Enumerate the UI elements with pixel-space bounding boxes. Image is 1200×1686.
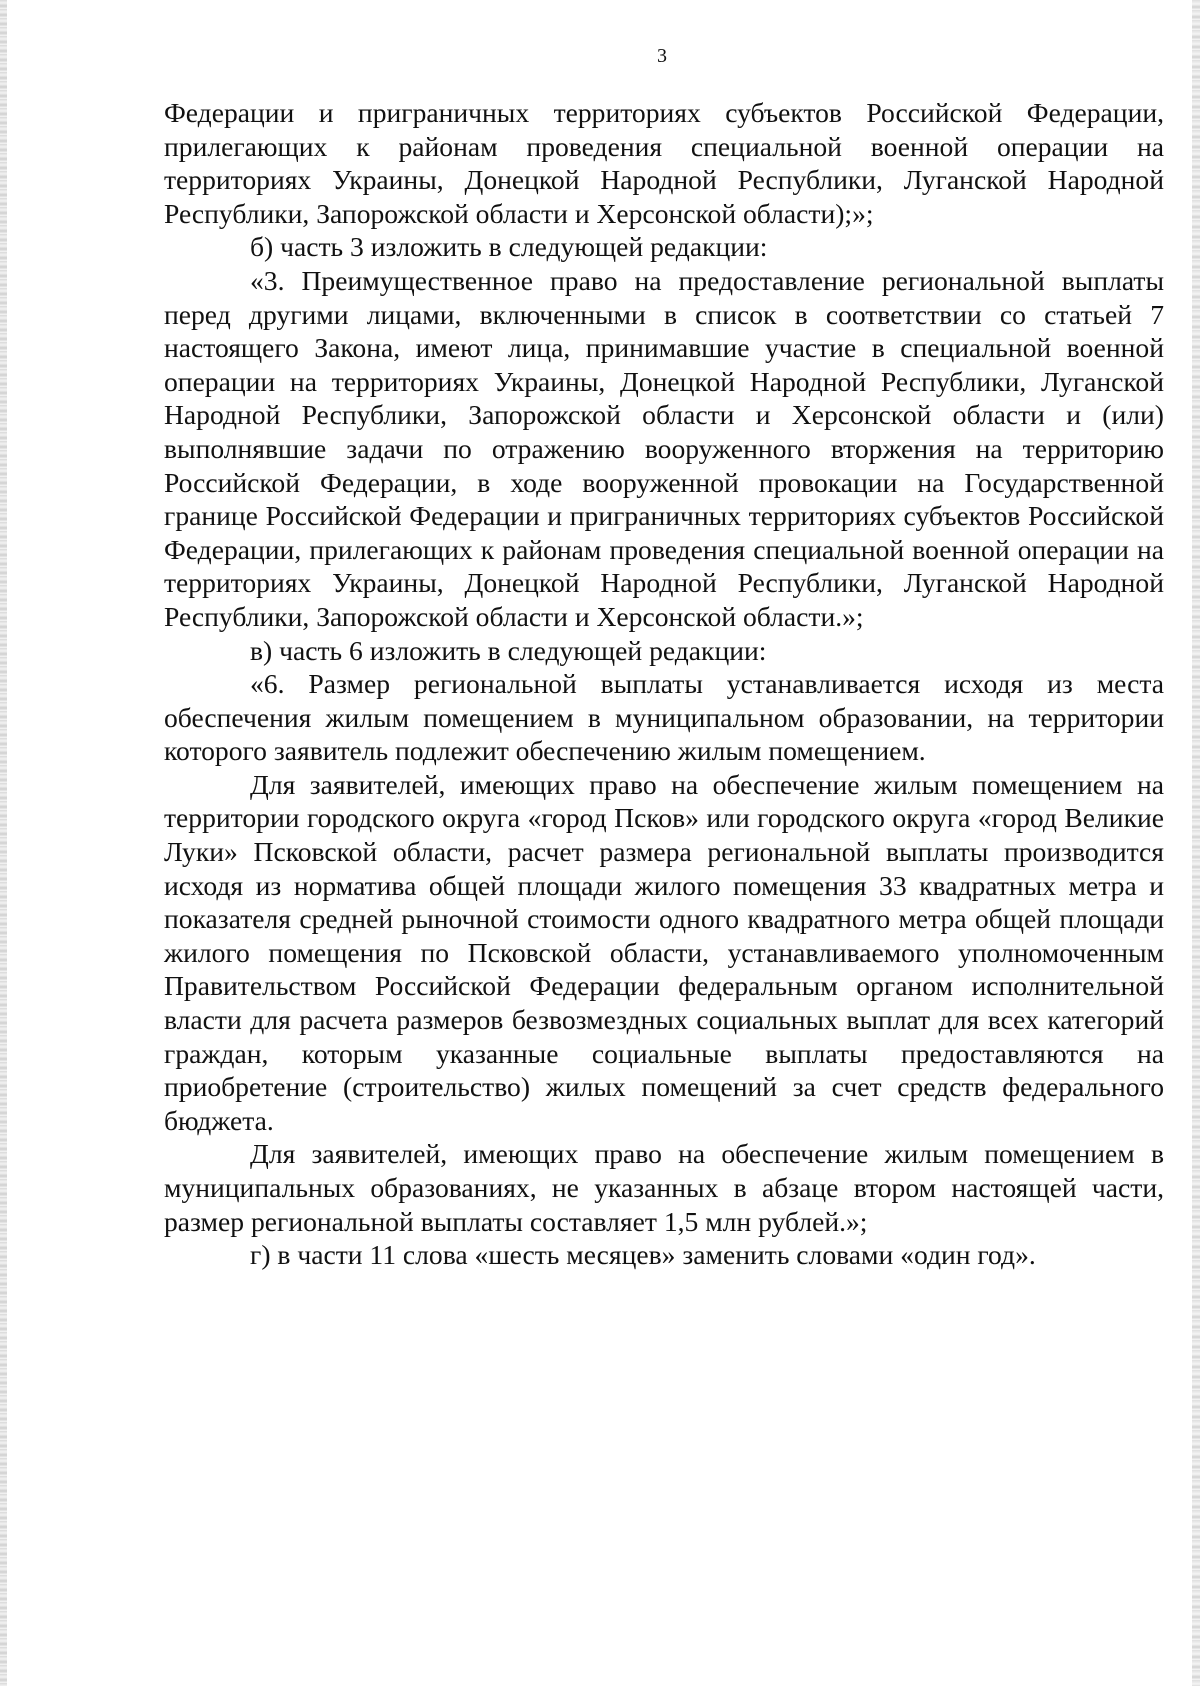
scan-edge-left	[0, 0, 7, 1686]
page-number: 3	[657, 45, 667, 67]
scan-edge-right	[1192, 0, 1200, 1686]
paragraph-item-g: г) в части 11 слова «шесть месяцев» заменить словами «один год».	[250, 1239, 1036, 1271]
paragraph-other-municipalities: Для заявителей, имеющих право на обеспечение жилым помещением в муниципальных образованиях, не указанных в абзаце втором настоящей части, размер региональной выплаты составляет 1,5 млн рублей.»;	[164, 1138, 1164, 1237]
paragraph-item-v: в) часть 6 изложить в следующей редакции:	[250, 634, 767, 666]
paragraph-item-b: б) часть 3 изложить в следующей редакции:	[250, 231, 768, 263]
paragraph-part-6-text: «6. Размер региональной выплаты устанавливается исходя из места обеспечения жилым помещением в муниципальном образовании, на территории которого заявитель подлежит обеспечению жилым помещением.	[164, 668, 1164, 767]
document-body	[164, 96, 1164, 1272]
paragraph-continuation: Федерации и приграничных территориях субъектов Российской Федерации, прилегающих к районам проведения специальной военной операции на территориях Украины, Донецкой Народной Республики, Луганской Народной Республики, Запорожской области и Херсонской области);»;	[164, 97, 1164, 229]
paragraph-part-3-text: «3. Преимущественное право на предоставление региональной выплаты перед другими лицами, включенными в список в соответствии со статьей 7 настоящего Закона, имеют лица, принимавшие участие в специальной военной операции на территориях Украины, Донецкой Народной Республики, Луганской Народной Республики, Запорожской области и Херсонской области и (или) выполнявшие задачи по отражению вооруженного вторжения на территорию Российской Федерации, в ходе вооруженной провокации на Государственной границе Российской Федерации и приграничных территориях субъектов Российской Федерации, прилегающих к районам проведения специальной военной операции на территориях Украины, Донецкой Народной Республики, Луганской Народной Республики, Запорожской области и Херсонской области.»;	[164, 264, 1164, 632]
paragraph-pskov-calculation: Для заявителей, имеющих право на обеспечение жилым помещением на территории городского округа «город Псков» или городского округа «город Великие Луки» Псковской области, расчет размера региональной выплаты производится исходя из норматива общей площади жилого помещения 33 квадратных метра и показателя средней рыночной стоимости одного квадратного метра общей площади жилого помещения по Псковской области, устанавливаемого уполномоченным Правительством Российской Федерации федеральным органом исполнительной власти для расчета размеров безвозмездных социальных выплат для всех категорий граждан, которым указанные социальные выплаты предоставляются на приобретение (строительство) жилых помещений за счет средств федерального бюджета.	[164, 768, 1164, 1136]
